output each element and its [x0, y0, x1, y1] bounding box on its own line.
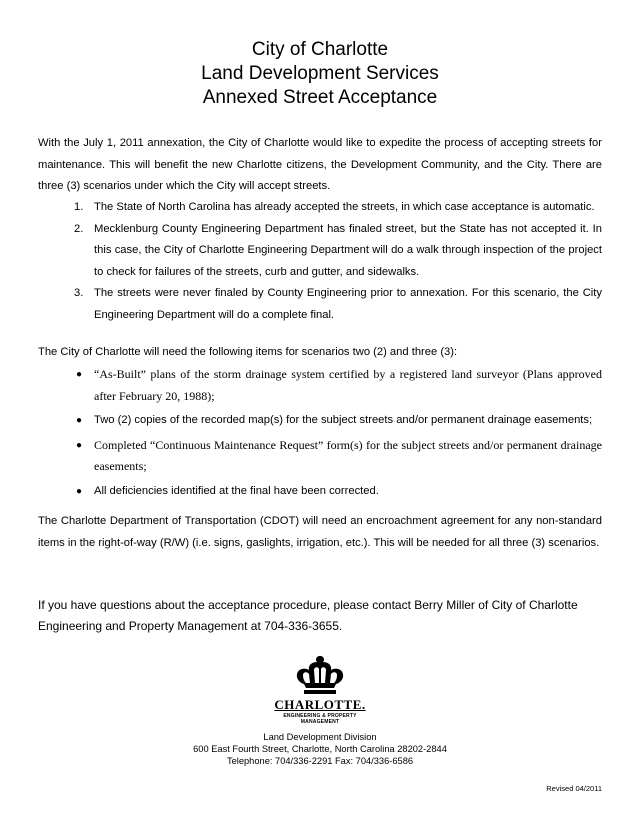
- cdot-paragraph: The Charlotte Department of Transportation (CDOT) will need an encroachment agreement for any non-standard items in the right-of-way (R/W) (i.e. signs, gaslights, irrigation, etc.). This will be needed for all three (3) scenarios.: [38, 515, 602, 549]
- required-items-list: [38, 364, 602, 505]
- scenario-number: 3.: [74, 287, 84, 299]
- scenario-item: [38, 197, 602, 219]
- list-item-text: All deficiencies identified at the final have been corrected.: [94, 484, 379, 497]
- title-line-subject: Annexed Street Acceptance: [202, 87, 438, 108]
- title-line-city: City of Charlotte: [251, 39, 389, 60]
- charlotte-logo: [270, 654, 370, 725]
- intro-paragraph: With the July 1, 2011 annexation, the City of Charlotte would like to expedite the process of accepting streets for maintenance. This will benefit the new Charlotte citizens, the Development Community, and the City. There are three (3) scenarios under which the City will accept streets.: [38, 137, 602, 192]
- scenario-text: Mecklenburg County Engineering Department has finaled street, but the State has not accepted it. In this case, the City of Charlotte Engineering Department will do a walk through inspection of the project to check for failures of the streets, curb and gutter, and sidewalks.: [94, 222, 602, 278]
- footer-phone: Telephone: 704/336-2291 Fax: 704/336-6586: [226, 756, 414, 766]
- title-line-department: Land Development Services: [201, 63, 439, 84]
- revision-date: Revised 04/2011: [546, 784, 602, 793]
- bullet-icon: ●: [76, 369, 83, 380]
- logo-subtitle: MANAGEMENT: [300, 719, 340, 725]
- list-item-text: Two (2) copies of the recorded map(s) for the subject streets and/or permanent drainage easements;: [94, 414, 593, 426]
- scenario-list: [38, 197, 602, 326]
- scenario-number: 2.: [74, 222, 84, 235]
- list-item: [38, 435, 602, 478]
- footer-address: 600 East Fourth Street, Charlotte, North Carolina 28202-2844: [193, 744, 447, 754]
- scenario-text: The State of North Carolina has already accepted the streets, in which case acceptance is automatic.: [94, 201, 595, 213]
- needs-intro: The City of Charlotte will need the following items for scenarios two (2) and three (3):: [38, 346, 458, 358]
- list-item: [38, 410, 602, 432]
- logo-subtitle: ENGINEERING & PROPERTY: [283, 713, 357, 719]
- bullet-icon: ●: [76, 485, 83, 497]
- scenario-item: [38, 219, 602, 284]
- bullet-icon: ●: [76, 415, 83, 426]
- bullet-icon: ●: [76, 439, 83, 451]
- scenario-item: [38, 283, 602, 326]
- crown-icon: [294, 654, 346, 696]
- scenario-text: The streets were never finaled by County Engineering prior to annexation. For this scenario, the City Engineering Department will do a complete final.: [94, 287, 602, 321]
- list-item-text: “As-Built” plans of the storm drainage system certified by a registered land surveyor (Plans approved after February 20, 1988);: [94, 367, 602, 403]
- footer-contact-block: [0, 731, 640, 767]
- logo-brand-text: CHARLOTTE.: [274, 697, 366, 712]
- contact-paragraph: If you have questions about the acceptance procedure, please contact Berry Miller of City of Charlotte Engineering and Property Management at 704-336-3655.: [38, 598, 578, 633]
- list-item: [38, 481, 602, 503]
- list-item: [38, 364, 602, 407]
- document-title: [0, 38, 640, 110]
- footer-division: Land Development Division: [263, 732, 377, 742]
- scenario-number: 1.: [74, 201, 84, 213]
- list-item-text: Completed “Continuous Maintenance Request” form(s) for the subject streets and/or permanent drainage easements;: [94, 437, 602, 473]
